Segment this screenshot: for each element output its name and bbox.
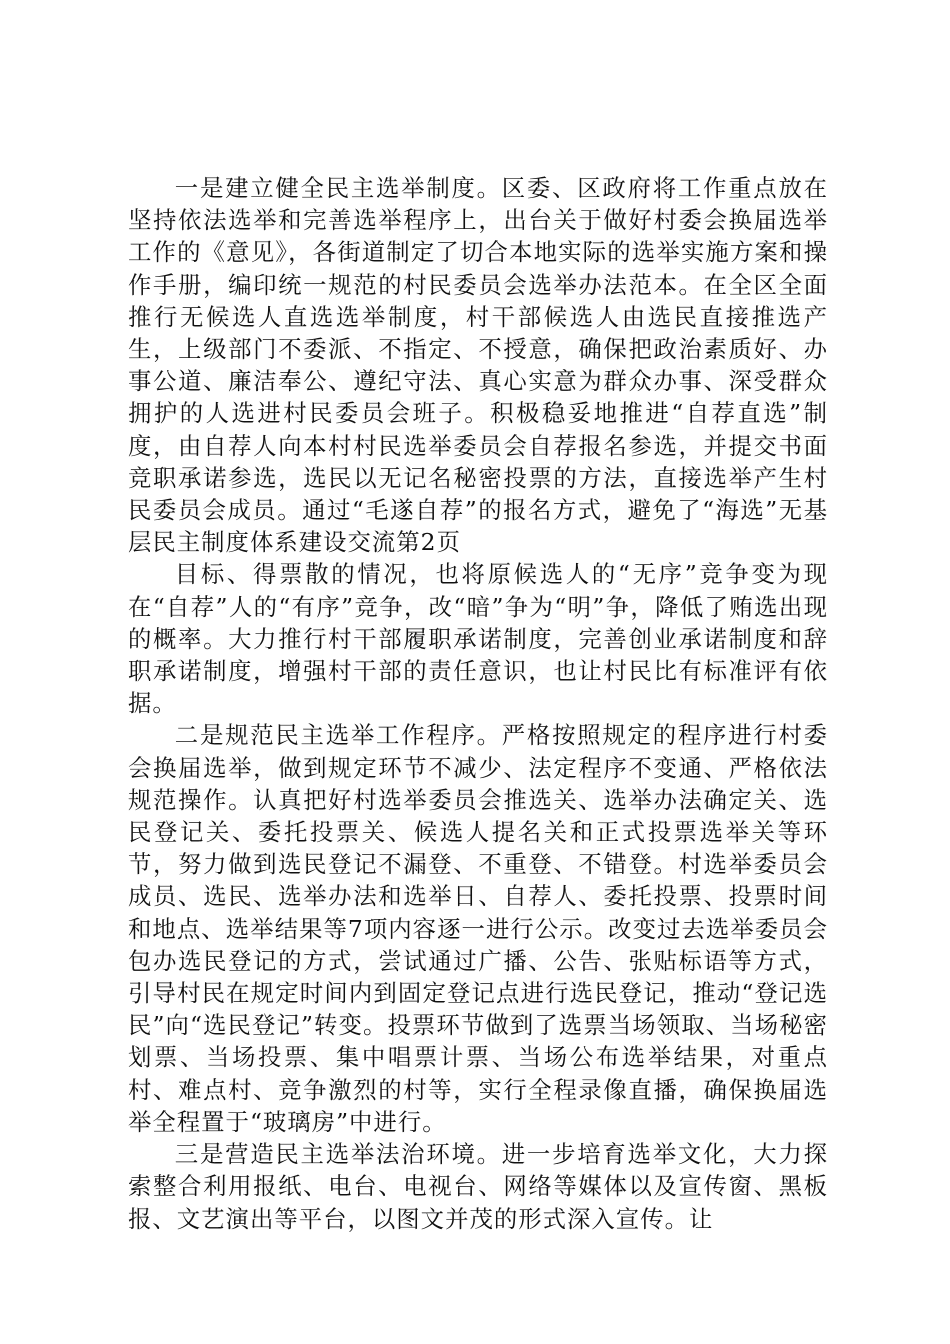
paragraph-3: 二是规范民主选举工作程序。严格按照规定的程序进行村委会换届选举，做到规定环节不减少、法定程序不变通、严格依法规范操作。认真把好村选举委员会推选关、选举办法确定关、选民登记关、委托投票关、候选人提名关和正式投票选举关等环节，努力做到选民登记不漏登、不重登、不错登。村选举委员会成员、选民、选举办法和选举日、自荐人、委托投票、投票时间和地点、选举结果等7项内容逐一进行公示。改变过去选举委员会包办选民登记的方式，尝试通过广播、公告、张贴标语等方式，引导村民在规定时间内到固定登记点进行选民登记，推动“登记选民”向“选民登记”转变。投票环节做到了选票当场领取、当场秘密划票、当场投票、集中唱票计票、当场公布选举结果，对重点村、难点村、竞争激烈的村等，实行全程录像直播，确保换届选举全程置于“玻璃房”中进行。	[128, 721, 828, 1136]
paragraph-4: 三是营造民主选举法治环境。进一步培育选举文化，大力探索整合利用报纸、电台、电视台、网络等媒体以及宣传窗、黑板报、文艺演出等平台，以图文并茂的形式深入宣传。让	[128, 1140, 828, 1233]
document-body	[128, 172, 828, 1235]
paragraph-1: 一是建立健全民主选举制度。区委、区政府将工作重点放在坚持依法选举和完善选举程序上，出台关于做好村委会换届选举工作的《意见》，各街道制定了切合本地实际的选举实施方案和操作手册，编印统一规范的村民委员会选举办法范本。在全区全面推行无候选人直选选举制度，村干部候选人由选民直接推选产生，上级部门不委派、不指定、不授意，确保把政治素质好、办事公道、廉洁奉公、遵纪守法、真心实意为群众办事、深受群众拥护的人选进村民委员会班子。积极稳妥地推进“自荐直选”制度，由自荐人向本村村民选举委员会自荐报名参选，并提交书面竞职承诺参选，选民以无记名秘密投票的方法，直接选举产生村民委员会成员。通过“毛遂自荐”的报名方式，避免了“海选”无基层民主制度体系建设交流第2页	[128, 174, 828, 557]
paragraph-2: 目标、得票散的情况，也将原候选人的“无序”竞争变为现在“自荐”人的“有序”竞争，改“暗”争为“明”争，降低了贿选出现的概率。大力推行村干部履职承诺制度，完善创业承诺制度和辞职承诺制度，增强村干部的责任意识，也让村民比有标准评有依据。	[128, 560, 828, 718]
